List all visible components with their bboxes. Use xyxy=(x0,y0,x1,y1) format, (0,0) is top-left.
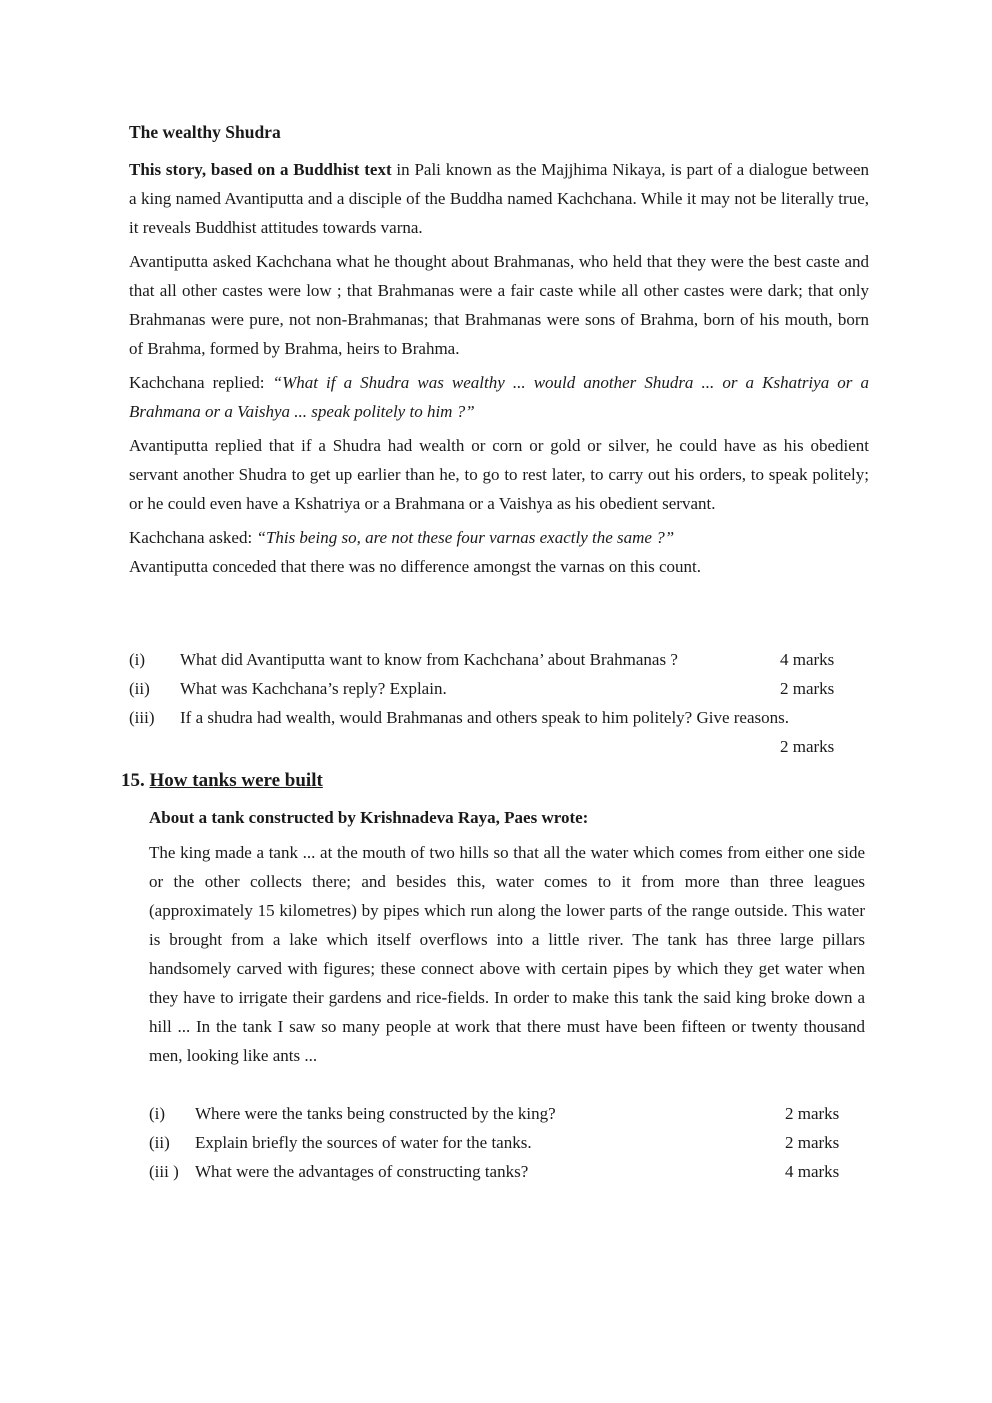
question-marks: 2 marks xyxy=(785,1133,840,1152)
question-number: (iii) xyxy=(129,708,155,727)
paragraph-4: Avantiputta replied that if a Shudra had wealth or corn or gold or silver, he could have as his obedient servant another Shudra to get up earlier than he, to go to rest later, to carry out his orders, to speak politely; or he could even have a Kshatriya or a Brahmana or a Vaishya as his obedient servant. xyxy=(129,436,869,513)
question-text: What were the advantages of constructing tanks? xyxy=(195,1162,529,1181)
question-item xyxy=(129,645,869,674)
question-item xyxy=(149,1128,869,1157)
question-number: (i) xyxy=(129,650,146,669)
question-item xyxy=(129,674,869,703)
section-number: 15. xyxy=(121,770,145,791)
section-how-tanks-built xyxy=(149,804,865,1075)
section-heading: The wealthy Shudra xyxy=(129,122,281,142)
paragraph-5 xyxy=(129,523,869,552)
question-number: (i) xyxy=(149,1104,166,1123)
paragraph-6: Avantiputta conceded that there was no difference amongst the varnas on this count. xyxy=(129,557,701,576)
intro-text: in Pali known as the Majjhima Nikaya, is part of a dialogue between a king named Avantiputta and a disciple of the Buddha named Kachchana. While it may not be literally true, it reveals Buddhist attitudes towards varna. xyxy=(129,160,869,237)
question-text: What was Kachchana’s reply? Explain. xyxy=(180,679,447,698)
intro-paragraph xyxy=(129,155,869,242)
question-text: Where were the tanks being constructed by the king? xyxy=(195,1104,556,1123)
intro-bold-text: This story, based on a Buddhist text xyxy=(129,160,392,179)
paragraph-2: Avantiputta asked Kachchana what he thought about Brahmanas, who held that they were the best caste and that all other castes were low ; that Brahmanas were a fair caste while all other castes were dark; that only Brahmanas were pure, not non-Brahmanas; that Brahmanas were sons of Brahma, born of his mouth, born of Brahma, formed by Brahma, heirs to Brahma. xyxy=(129,252,869,358)
section-wealthy-shudra xyxy=(129,119,869,586)
question-number: (iii ) xyxy=(149,1162,179,1181)
question-list-2 xyxy=(149,1099,869,1186)
section-15-heading xyxy=(121,767,323,795)
question-marks: 2 marks xyxy=(780,737,835,756)
question-marks: 2 marks xyxy=(780,679,835,698)
paragraph-3-lead: Kachchana replied: xyxy=(129,373,273,392)
paragraph-5-quote: “This being so, are not these four varnas exactly the same ?” xyxy=(256,528,675,547)
question-number: (ii) xyxy=(149,1133,170,1152)
question-item xyxy=(129,703,869,732)
question-marks-row xyxy=(129,732,869,761)
source-body: The king made a tank ... at the mouth of two hills so that all the water which comes from either one side or the other collects there; and besides this, water comes to it from more than three leagues (approximately 15 kilometres) by pipes which run along the lower parts of the range outside. This water is brought from a lake which itself overflows into a little river. The tank has three large pillars handsomely carved with figures; these connect above with certain pipes by which they get water when they have to irrigate their gardens and rice-fields. In order to make this tank the said king broke down a hill ... In the tank I saw so many people at work that there must have been fifteen or twenty thousand men, looking like ants ... xyxy=(149,843,865,1065)
paragraph-3 xyxy=(129,368,869,426)
question-number: (ii) xyxy=(129,679,150,698)
question-item xyxy=(149,1099,869,1128)
question-marks: 2 marks xyxy=(785,1104,840,1123)
question-marks: 4 marks xyxy=(785,1162,840,1181)
question-item xyxy=(149,1157,869,1186)
question-text: If a shudra had wealth, would Brahmanas and others speak to him politely? Give reasons. xyxy=(180,708,790,727)
question-text: What did Avantiputta want to know from Kachchana’ about Brahmanas ? xyxy=(180,650,678,669)
source-subheading: About a tank constructed by Krishnadeva Raya, Paes wrote: xyxy=(149,808,589,827)
question-list-1 xyxy=(129,645,869,761)
question-text: Explain briefly the sources of water for the tanks. xyxy=(195,1133,532,1152)
question-marks: 4 marks xyxy=(780,650,835,669)
paragraph-3-quote: “What if a Shudra was wealthy ... would another Shudra ... or a Kshatriya or a Brahmana or a Vaishya ... speak politely to him ?” xyxy=(129,373,869,421)
paragraph-5-lead: Kachchana asked: xyxy=(129,528,257,547)
section-title: How tanks were built xyxy=(149,770,323,791)
